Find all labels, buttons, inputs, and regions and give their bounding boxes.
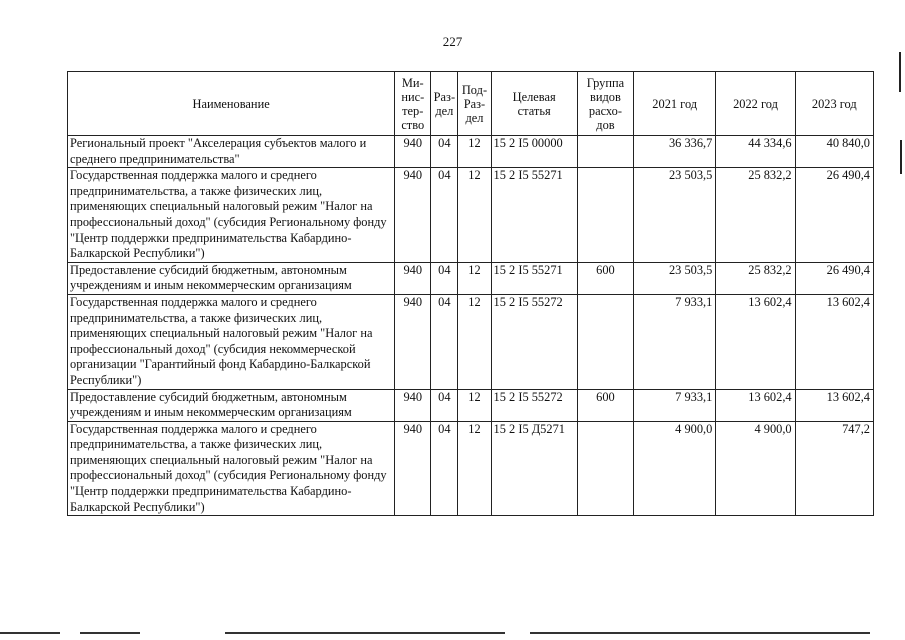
header-target-line: статья xyxy=(517,103,551,118)
row-group xyxy=(577,421,633,516)
row-ministry: 940 xyxy=(395,136,431,168)
row-2021: 23 503,5 xyxy=(634,262,716,294)
row-section: 04 xyxy=(431,136,458,168)
scan-line xyxy=(225,632,505,634)
header-section xyxy=(431,72,458,136)
row-target: 15 2 I5 00000 xyxy=(491,136,577,168)
header-target-line: Целевая xyxy=(512,89,556,104)
row-target: 15 2 I5 55272 xyxy=(491,294,577,389)
table-row xyxy=(68,421,874,516)
row-subsection: 12 xyxy=(458,294,491,389)
row-2023: 13 602,4 xyxy=(795,389,873,421)
header-subsection-line: Раз- xyxy=(463,96,486,111)
table-row xyxy=(68,262,874,294)
row-group xyxy=(577,294,633,389)
header-target-item xyxy=(491,72,577,136)
row-2021: 7 933,1 xyxy=(634,389,716,421)
header-group-line: расхо- xyxy=(588,103,622,118)
row-ministry: 940 xyxy=(395,389,431,421)
row-2022: 13 602,4 xyxy=(716,389,795,421)
header-subsection-line: Под- xyxy=(461,82,488,97)
row-group: 600 xyxy=(577,262,633,294)
scan-line xyxy=(530,632,870,634)
row-section: 04 xyxy=(431,168,458,263)
row-section: 04 xyxy=(431,421,458,516)
header-section-line: Раз- xyxy=(433,89,456,104)
row-2022: 4 900,0 xyxy=(716,421,795,516)
header-name: Наименование xyxy=(68,72,395,136)
row-2023: 40 840,0 xyxy=(795,136,873,168)
row-section: 04 xyxy=(431,294,458,389)
row-target: 15 2 I5 55272 xyxy=(491,389,577,421)
row-name: Государственная поддержка малого и среднего предпринимательства, а также физических лиц, применяющих специальный налоговый режим "Налог на профессиональный доход" (субсидия Региональному фонду "Центр поддержки предпринимательства Кабардино-Балкарской Республики") xyxy=(68,421,395,516)
row-2022: 25 832,2 xyxy=(716,168,795,263)
row-2021: 7 933,1 xyxy=(634,294,716,389)
row-2021: 4 900,0 xyxy=(634,421,716,516)
row-name: Предоставление субсидий бюджетным, автономным учреждениям и иным некоммерческим организациям xyxy=(68,389,395,421)
header-section-line: дел xyxy=(435,103,454,118)
header-ministry-line: нис- xyxy=(401,89,425,104)
header-2021: 2021 год xyxy=(634,72,716,136)
row-subsection: 12 xyxy=(458,389,491,421)
table-row xyxy=(68,294,874,389)
row-group: 600 xyxy=(577,389,633,421)
row-target: 15 2 I5 55271 xyxy=(491,262,577,294)
row-subsection: 12 xyxy=(458,168,491,263)
row-name: Региональный проект "Акселерация субъектов малого и среднего предпринимательства" xyxy=(68,136,395,168)
row-2022: 13 602,4 xyxy=(716,294,795,389)
row-2022: 44 334,6 xyxy=(716,136,795,168)
table-row xyxy=(68,389,874,421)
row-ministry: 940 xyxy=(395,294,431,389)
header-2022: 2022 год xyxy=(716,72,795,136)
row-2023: 26 490,4 xyxy=(795,168,873,263)
row-group xyxy=(577,136,633,168)
row-name: Государственная поддержка малого и среднего предпринимательства, а также физических лиц, применяющих специальный налоговый режим "Налог на профессиональный доход" (субсидия Региональному фонду "Центр поддержки предпринимательства Кабардино-Балкарской Республики") xyxy=(68,168,395,263)
header-ministry xyxy=(395,72,431,136)
row-target: 15 2 I5 55271 xyxy=(491,168,577,263)
row-subsection: 12 xyxy=(458,421,491,516)
row-2023: 13 602,4 xyxy=(795,294,873,389)
header-ministry-line: ство xyxy=(401,117,425,132)
row-2021: 36 336,7 xyxy=(634,136,716,168)
header-row xyxy=(68,72,874,136)
table-row xyxy=(68,168,874,263)
row-subsection: 12 xyxy=(458,262,491,294)
header-group-line: видов xyxy=(590,89,621,104)
row-section: 04 xyxy=(431,389,458,421)
row-section: 04 xyxy=(431,262,458,294)
row-subsection: 12 xyxy=(458,136,491,168)
header-subsection xyxy=(458,72,491,136)
header-group-line: дов xyxy=(596,117,615,132)
scan-mark xyxy=(900,140,902,174)
scan-line xyxy=(80,632,140,634)
page-number: 227 xyxy=(442,34,463,49)
header-ministry-line: тер- xyxy=(402,103,424,118)
row-name: Предоставление субсидий бюджетным, автономным учреждениям и иным некоммерческим организациям xyxy=(68,262,395,294)
row-ministry: 940 xyxy=(395,168,431,263)
scan-line xyxy=(0,632,60,634)
budget-table xyxy=(67,71,874,516)
table-row xyxy=(68,136,874,168)
row-group xyxy=(577,168,633,263)
row-2023: 26 490,4 xyxy=(795,262,873,294)
row-ministry: 940 xyxy=(395,421,431,516)
row-name: Государственная поддержка малого и среднего предпринимательства, а также физических лиц, применяющих специальный налоговый режим "Налог на профессиональный доход" (субсидия некоммерческой организации "Гарантийный фонд Кабардино-Балкарской Республики") xyxy=(68,294,395,389)
row-ministry: 940 xyxy=(395,262,431,294)
scan-mark xyxy=(899,52,901,92)
header-2023: 2023 год xyxy=(795,72,873,136)
row-2021: 23 503,5 xyxy=(634,168,716,263)
header-expense-group xyxy=(577,72,633,136)
header-ministry-line: Ми- xyxy=(401,75,424,90)
row-target: 15 2 I5 Д5271 xyxy=(491,421,577,516)
row-2022: 25 832,2 xyxy=(716,262,795,294)
row-2023: 747,2 xyxy=(795,421,873,516)
header-subsection-line: дел xyxy=(465,110,484,125)
header-group-line: Группа xyxy=(586,75,625,90)
